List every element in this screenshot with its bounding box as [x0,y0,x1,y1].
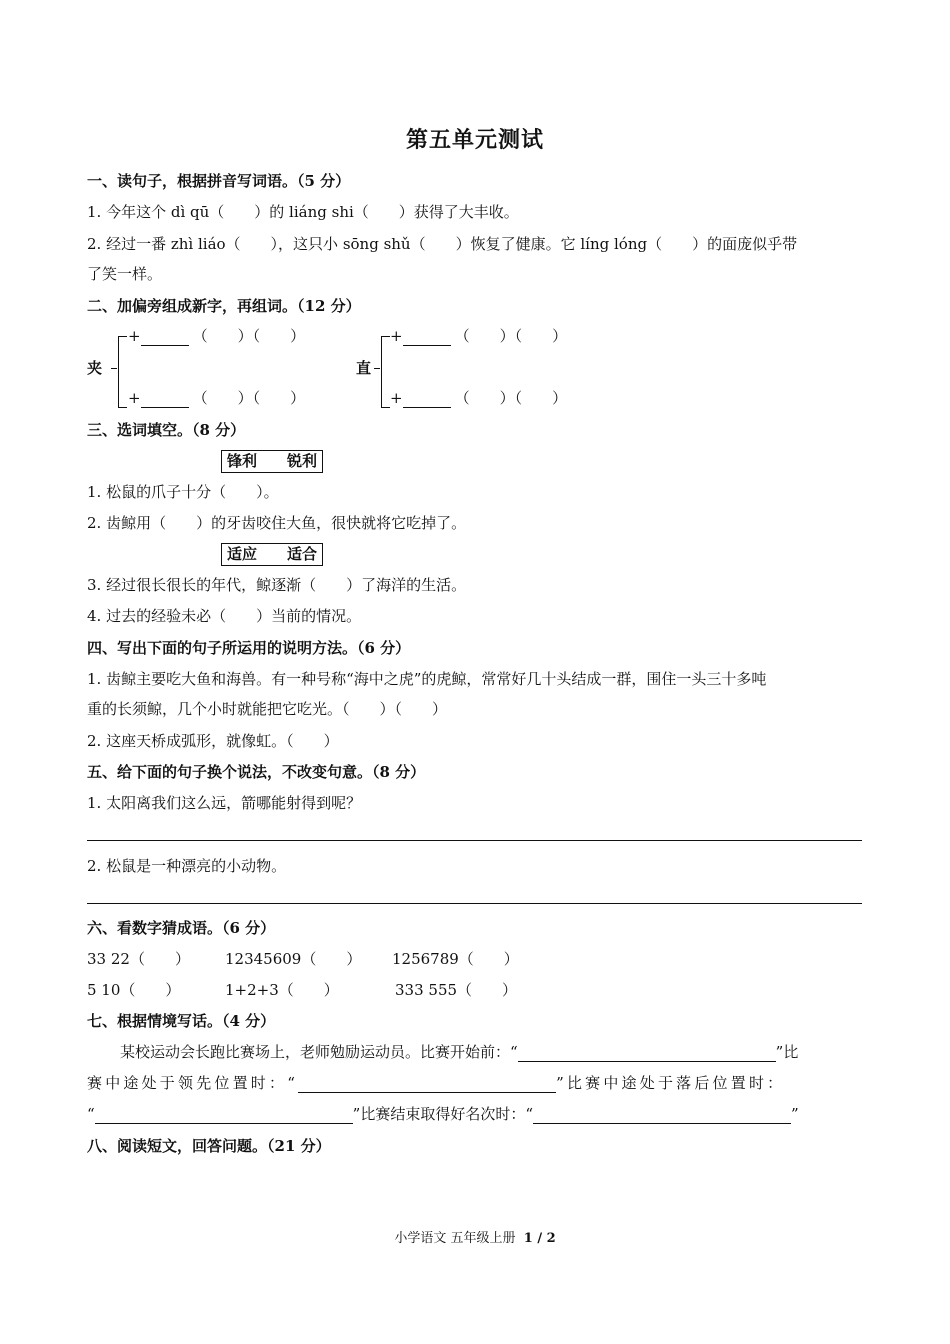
s3-question-2: 2. 齿鲸用（ ）的牙齿咬住大鱼，很快就将它吃掉了。 [87,514,467,532]
word-parens: （ ）（ ） [192,327,306,345]
writing-blank-1[interactable] [518,1045,776,1062]
s7-paragraph-line-2 [87,1073,785,1093]
section-4-heading: 四、写出下面的句子所运用的说明方法。（6 分） [87,639,411,657]
idiom-puzzle-2: 12345609（ ） [225,950,362,968]
word-choice-box-2: 适应 适合 [221,543,323,566]
s7-paragraph-line-1 [120,1042,798,1062]
s5-question-1: 1. 太阳离我们这么远，箭哪能射得到呢？ [87,794,362,812]
section-3-heading: 三、选词填空。（8 分） [87,421,246,439]
s7-text-3: ”比赛结束取得好名次时：“ [352,1105,534,1123]
writing-blank-3[interactable] [95,1107,353,1124]
radical-char-jia: 夹 [87,359,103,377]
section-6-heading: 六、看数字猜成语。（6 分） [87,919,276,937]
s7-paragraph-line-3 [87,1104,799,1124]
section-8-heading: 八、阅读短文，回答问题。（21 分） [87,1137,331,1155]
plus-sign: + [390,389,403,407]
s7-text-1: 某校运动会长跑比赛场上，老师勉励运动员。比赛开始前：“ [120,1043,518,1061]
left-brace [118,336,127,408]
word-parens: （ ）（ ） [192,389,306,407]
radical-blank[interactable] [403,329,451,346]
answer-line-2[interactable] [87,903,862,904]
s7-quote-close: ” [791,1105,799,1123]
word-parens: （ ）（ ） [454,327,568,345]
radical-char-zhi: 直 [356,359,372,377]
right-brace [381,336,390,408]
s3-question-4: 4. 过去的经验未必（ ）当前的情况。 [87,607,362,625]
s1-question-2b: 了笑一样。 [87,265,163,283]
s5-question-2: 2. 松鼠是一种漂亮的小动物。 [87,857,287,875]
page-footer [0,1227,950,1246]
left-row-2 [128,388,305,408]
s7-text-2-end: ”比赛中途处于落后位置时： [556,1074,786,1092]
section-5-heading: 五、给下面的句子换个说法，不改变句意。（8 分） [87,763,426,781]
idiom-puzzle-4: 5 10（ ） [87,981,181,999]
writing-blank-4[interactable] [533,1107,791,1124]
radical-blank[interactable] [403,391,451,408]
s4-question-2: 2. 这座天桥成弧形，就像虹。（ ） [87,732,339,750]
footer-text: 小学语文 五年级上册 [394,1231,516,1246]
s1-question-2a: 2. 经过一番 zhì liáo（ ），这只小 sōng shǔ（ ）恢复了健康。它 líng lóng（ ）的面庞似乎带 [87,235,798,253]
radical-blank[interactable] [141,329,189,346]
idiom-puzzle-5: 1+2+3（ ） [225,981,339,999]
word-parens: （ ）（ ） [454,389,568,407]
s4-question-1a: 1. 齿鲸主要吃大鱼和海兽。有一种号称“海中之虎”的虎鲸，常常好几十头结成一群，围住一头三十多吨 [87,670,767,688]
s7-text-2: 赛中途处于领先位置时：“ [87,1074,299,1092]
left-brace-tip [111,368,117,369]
section-7-heading: 七、根据情境写话。（4 分） [87,1012,276,1030]
page-title: 第五单元测试 [405,127,544,153]
idiom-puzzle-6: 333 555（ ） [395,981,518,999]
s3-question-1: 1. 松鼠的爪子十分（ ）。 [87,483,279,501]
word-choice-box-1: 锋利 锐利 [221,450,323,473]
right-row-2 [390,388,567,408]
section-1-heading: 一、读句子，根据拼音写词语。（5 分） [87,172,351,190]
answer-line-1[interactable] [87,840,862,841]
s1-question-1: 1. 今年这个 dì qū（ ）的 liáng shi（ ）获得了大丰收。 [87,203,519,221]
radical-blank[interactable] [141,391,189,408]
right-brace-tip [374,368,380,369]
plus-sign: + [128,327,141,345]
plus-sign: + [390,327,403,345]
left-row-1 [128,326,305,346]
section-2-heading: 二、加偏旁组成新字，再组词。（12 分） [87,297,361,315]
idiom-puzzle-3: 1256789（ ） [392,950,519,968]
right-row-1 [390,326,567,346]
s7-text-1-end: ”比 [775,1043,799,1061]
s7-quote-open: “ [87,1105,95,1123]
s3-question-3: 3. 经过很长很长的年代，鲸逐渐（ ）了海洋的生活。 [87,576,467,594]
s4-question-1b: 重的长须鲸，几个小时就能把它吃光。（ ）（ ） [87,700,448,718]
plus-sign: + [128,389,141,407]
idiom-puzzle-1: 33 22（ ） [87,950,190,968]
page-number: 1 / 2 [523,1231,556,1246]
writing-blank-2[interactable] [298,1076,556,1093]
